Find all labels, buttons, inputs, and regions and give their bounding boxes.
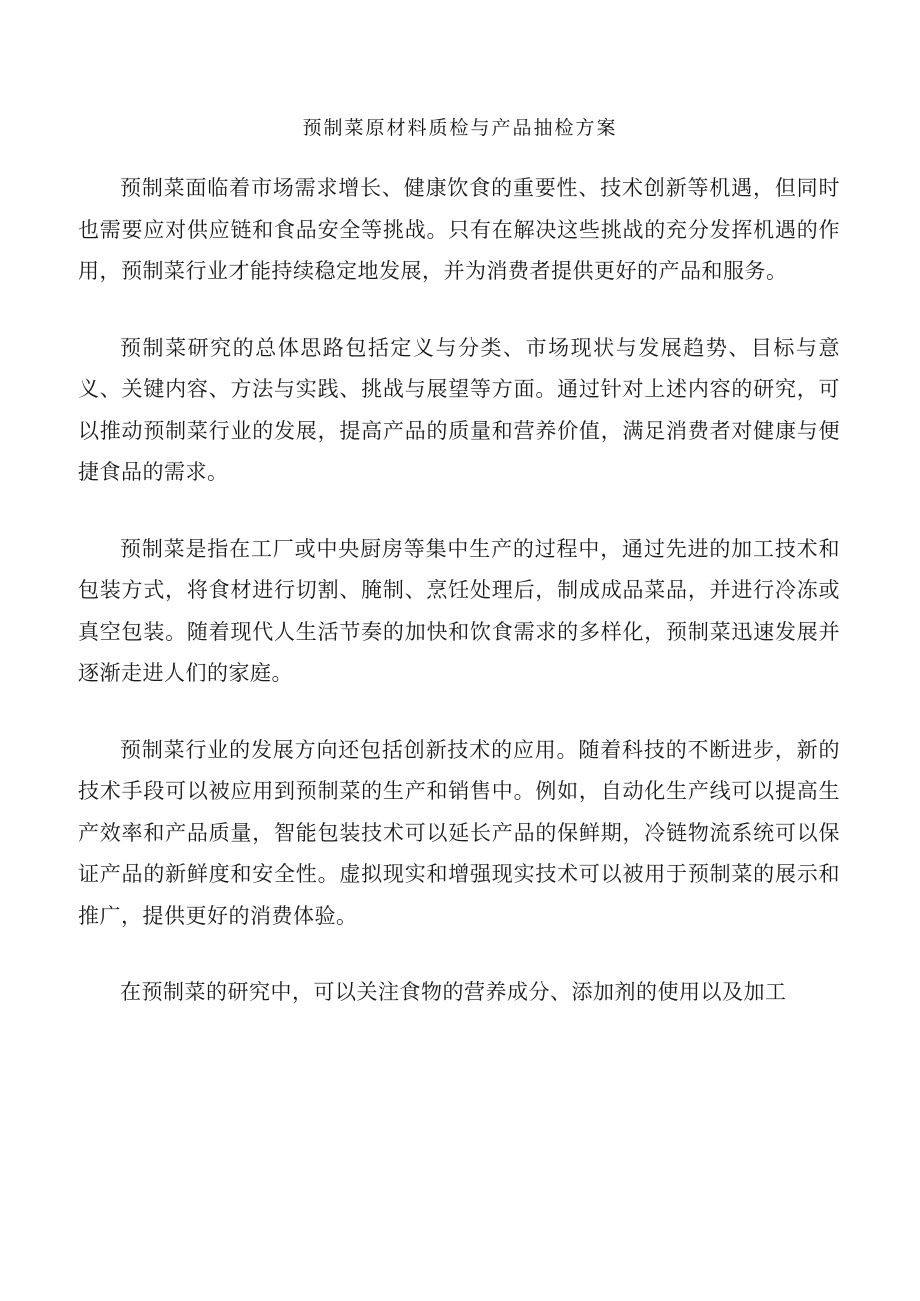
paragraph-3: 预制菜是指在工厂或中央厨房等集中生产的过程中，通过先进的加工技术和包装方式，将食材进行切割、腌制、烹饪处理后，制成成品菜品，并进行冷冻或真空包装。随着现代人生活节奏的加快和饮食需求的多样化，预制菜迅速发展并逐渐走进人们的家庭。 — [78, 536, 840, 685]
paragraph-5: 在预制菜的研究中，可以关注食物的营养成分、添加剂的使用以及加工 — [120, 980, 787, 1004]
paragraph-4: 预制菜行业的发展方向还包括创新技术的应用。随着科技的不断进步，新的技术手段可以被应用到预制菜的生产和销售中。例如，自动化生产线可以提高生产效率和产品质量，智能包装技术可以延长产品的保鲜期，冷链物流系统可以保证产品的新鲜度和安全性。虚拟现实和增强现实技术可以被用于预制菜的展示和推广，提供更好的消费体验。 — [78, 737, 840, 928]
paragraph-2: 预制菜研究的总体思路包括定义与分类、市场现状与发展趋势、目标与意义、关键内容、方法与实践、挑战与展望等方面。通过针对上述内容的研究，可以推动预制菜行业的发展，提高产品的质量和营养价值，满足消费者对健康与便捷食品的需求。 — [78, 335, 840, 484]
document-body — [78, 168, 840, 1049]
document-title: 预制菜原材料质检与产品抽检方案 — [302, 117, 618, 139]
paragraph-1: 预制菜面临着市场需求增长、健康饮食的重要性、技术创新等机遇，但同时也需要应对供应链和食品安全等挑战。只有在解决这些挑战的充分发挥机遇的作用，预制菜行业才能持续稳定地发展，并为消费者提供更好的产品和服务。 — [78, 176, 840, 283]
